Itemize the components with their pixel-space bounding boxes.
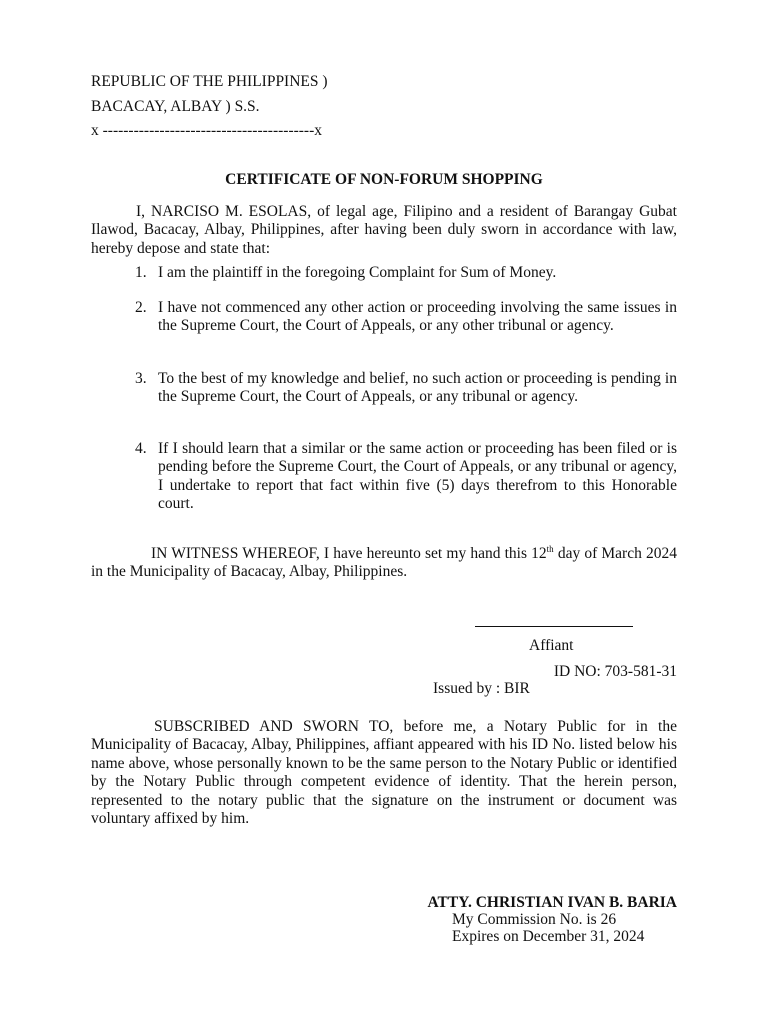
list-number-4: 4.: [135, 440, 147, 457]
intro-paragraph: I, NARCISO M. ESOLAS, of legal age, Filipino and a resident of Barangay Gubat Ilawod, Bacacay, Albay, Philippines, after having been duly sworn in accordance with law, hereby depose and state that:: [91, 203, 677, 257]
witness-day-suffix: th: [546, 544, 554, 554]
witness-paragraph: [91, 545, 677, 582]
document-title: CERTIFICATE OF NON-FORUM SHOPPING: [225, 171, 543, 188]
affiant-id-number: ID NO: 703-581-31: [553, 663, 677, 680]
list-item-2: I have not commenced any other action or proceeding involving the same issues in the Supreme Court, the Court of Appeals, or any other tribunal or agency.: [158, 299, 677, 335]
venue-separator: x -----------------------------------------x: [91, 122, 323, 139]
jurat-paragraph: SUBSCRIBED AND SWORN TO, before me, a Notary Public for in the Municipality of Bacacay, Albay, Philippines, affiant appeared with his ID No. listed below his name above, whose personally known to be the same person to the Notary Public or identified by the Notary Public through competent evidence of identity. That the herein person, represented to the notary public that the signature on the instrument or document was voluntary affixed by him.: [91, 718, 677, 828]
list-item-3: To the best of my knowledge and belief, no such action or proceeding is pending in the Supreme Court, the Court of Appeals, or any tribunal or agency.: [158, 370, 677, 406]
notary-name: ATTY. CHRISTIAN IVAN B. BARIA: [427, 894, 677, 911]
list-number-1: 1.: [135, 264, 147, 281]
list-number-2: 2.: [135, 299, 147, 316]
list-item-1: I am the plaintiff in the foregoing Complaint for Sum of Money.: [158, 264, 557, 281]
venue-line-location: BACACAY, ALBAY ) S.S.: [91, 98, 260, 115]
notary-commission-expiry: Expires on December 31, 2024: [452, 928, 645, 945]
witness-text-end: day of March 2024 in the Municipality of Bacacay, Albay, Philippines.: [91, 545, 677, 581]
list-item-4: If I should learn that a similar or the same action or proceeding has been filed or is pending before the Supreme Court, the Court of Appeals, or any tribunal or agency, I undertake to report that fact within five (5) days therefrom to this Honorable court.: [158, 440, 677, 513]
affiant-label: Affiant: [529, 637, 574, 654]
notary-commission: My Commission No. is 26: [452, 911, 617, 928]
affiant-id-issuer: Issued by : BIR: [433, 680, 530, 697]
witness-text-start: IN WITNESS WHEREOF, I have hereunto set my hand this 12: [151, 545, 547, 562]
venue-line-country: REPUBLIC OF THE PHILIPPINES ): [91, 73, 328, 90]
list-number-3: 3.: [135, 370, 147, 387]
affiant-signature-line: [475, 626, 633, 627]
